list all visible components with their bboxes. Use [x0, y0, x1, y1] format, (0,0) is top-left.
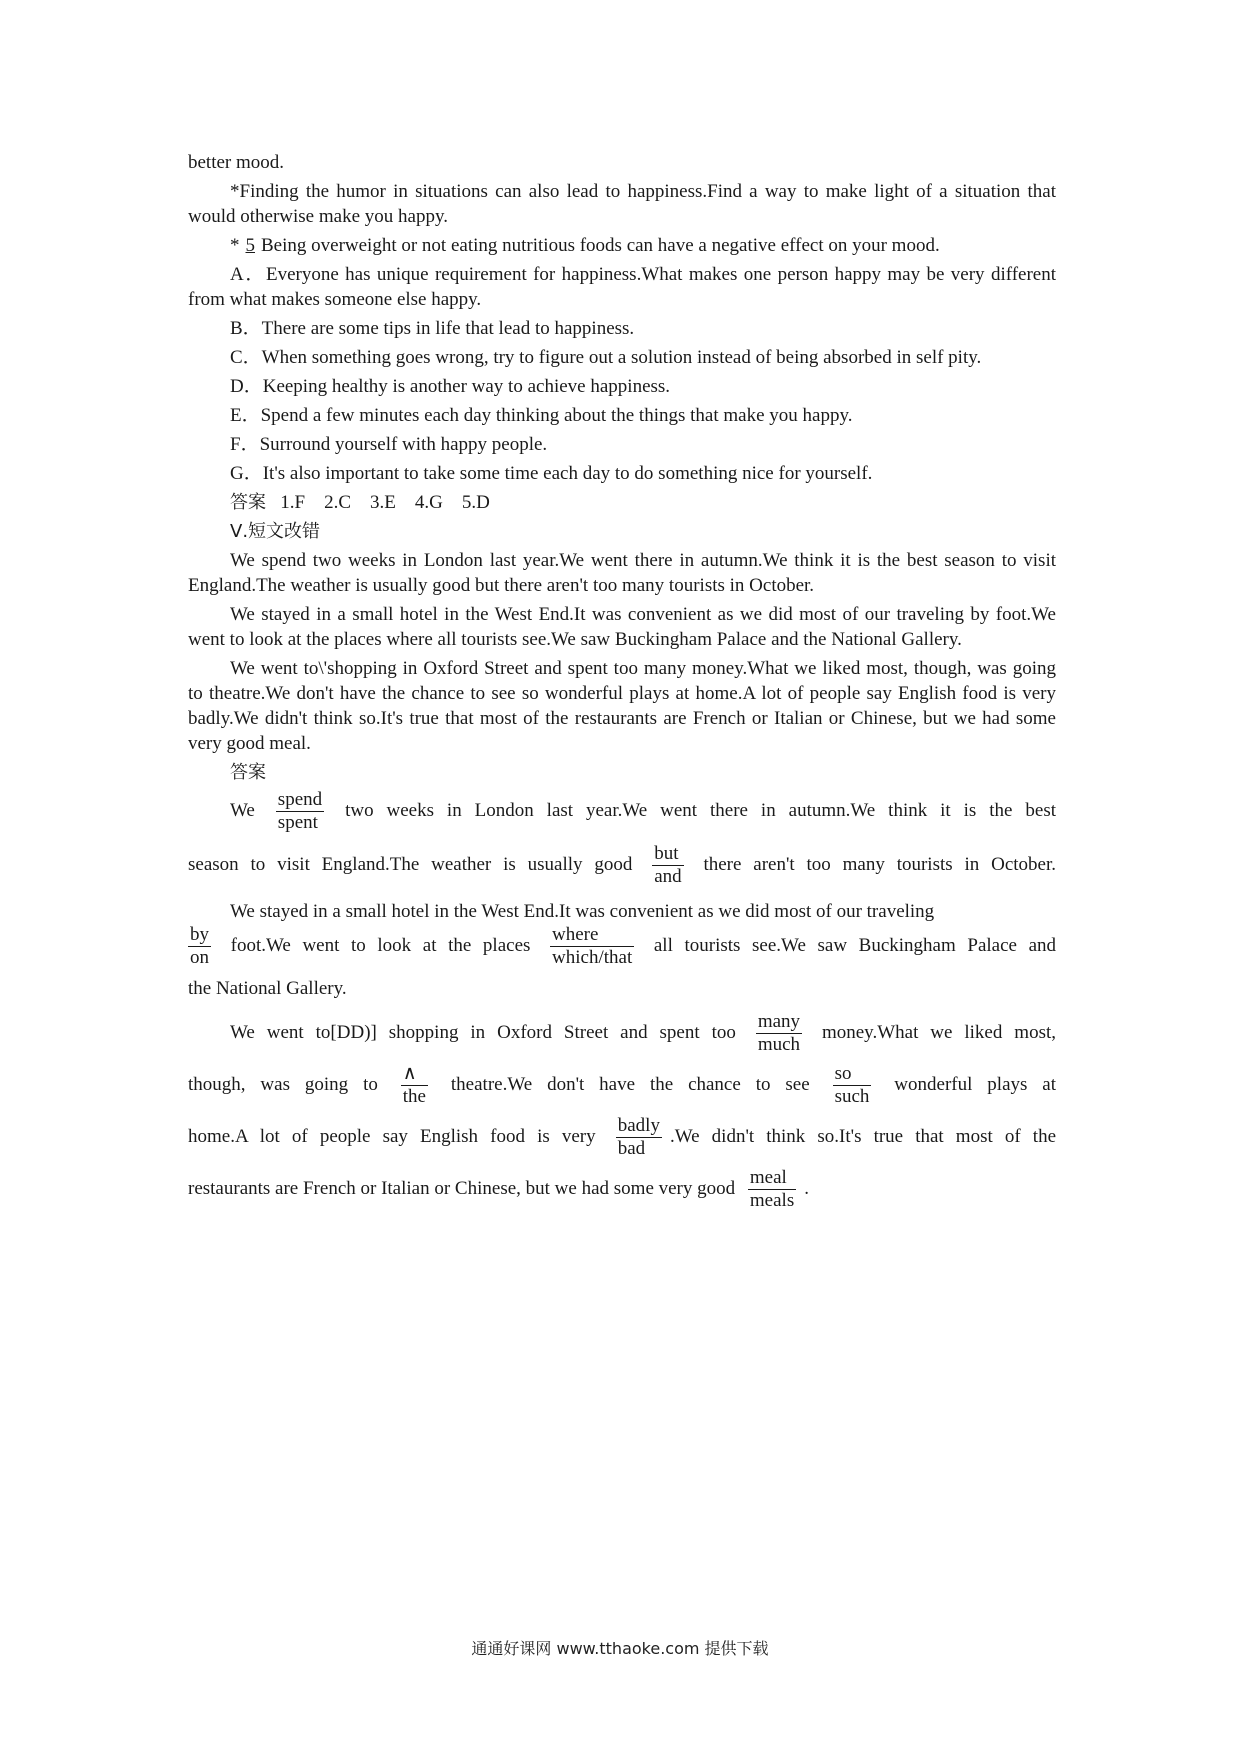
paragraph [188, 233, 1056, 258]
sentence: Being overweight or not eating nutritious foods can have a negative effect on your mood. [261, 235, 940, 256]
correction-line [188, 1115, 1056, 1167]
corrected-word: meals [749, 1190, 795, 1211]
correction-line [188, 924, 1056, 976]
corrected-word: bad [617, 1138, 646, 1159]
option-f: F．Surround yourself with happy people. [230, 434, 548, 455]
passage-paragraph-1: We spend two weeks in London last year.We went there in autumn.We think it is the best season to visit England.The weather is usually good but there aren't too many tourists in October. [188, 550, 1056, 596]
text-segment: two weeks in London last year.We went there in autumn.We think it is the best [345, 799, 1056, 821]
answer-key [188, 490, 1056, 515]
text-segment: though, was going to [188, 1073, 378, 1095]
text-segment: restaurants are French or Italian or Chinese, but we had some very good [188, 1177, 736, 1199]
correction-mark [616, 1115, 662, 1160]
correction-mark [748, 1167, 796, 1212]
text-segment: We went to[DD)] shopping in Oxford Street and spent too [230, 1021, 736, 1043]
option-e: E．Spend a few minutes each day thinking about the things that make you happy. [230, 405, 853, 426]
correction-mark [756, 1011, 802, 1056]
correction-line: We stayed in a small hotel in the West End.It was convenient as we did most of our traveling [230, 901, 935, 922]
option-g: G．It's also important to take some time each day to do something nice for yourself. [230, 463, 873, 484]
answer-values: 1.F 2.C 3.E 4.G 5.D [280, 492, 490, 513]
text-segment: .We didn't think so.It's true that most of the [669, 1125, 1057, 1147]
wrong-word: where [550, 924, 634, 947]
insert-mark: ∧ [401, 1063, 428, 1086]
paragraph: *Finding the humor in situations can also lead to happiness.Find a way to make light of a situation that would otherwise make you happy. [188, 181, 1056, 227]
correction-mark [550, 924, 634, 969]
text-line: better mood. [188, 152, 285, 173]
correction-line [188, 1167, 1056, 1219]
footer-watermark: 通通好课网 www.tthaoke.com 提供下载 [471, 1639, 769, 1658]
document-page [188, 150, 1056, 1219]
corrected-word: the [402, 1086, 426, 1107]
correction-mark [652, 843, 683, 888]
text-segment: there aren't too many tourists in October. [703, 853, 1056, 875]
correction-mark [401, 1063, 428, 1108]
text-segment: home.A lot of people say English food is very [188, 1125, 596, 1147]
text-segment: season to visit England.The weather is usually good [188, 853, 633, 875]
text-segment: We [230, 799, 255, 821]
correction-mark [188, 924, 211, 969]
section-heading: Ⅴ.短文改错 [230, 521, 321, 542]
correction-mark [833, 1063, 872, 1108]
answer-label: 答案 [230, 762, 266, 783]
corrected-word: such [834, 1086, 870, 1107]
answer-label: 答案 [230, 492, 266, 513]
correction-mark [276, 789, 324, 834]
corrected-word: which/that [552, 947, 633, 968]
corrected-word: and [654, 866, 682, 887]
option-b: B．There are some tips in life that lead to happiness. [230, 318, 635, 339]
wrong-word: badly [617, 1115, 660, 1136]
wrong-word: meal [748, 1167, 796, 1190]
wrong-word: so [833, 1063, 872, 1086]
answer-blank: 5 [245, 235, 255, 256]
corrected-word: much [757, 1034, 801, 1055]
wrong-word: many [757, 1011, 801, 1032]
wrong-word: by [190, 924, 209, 945]
text-segment: . [804, 1177, 809, 1199]
text-segment: wonderful plays at [894, 1073, 1057, 1095]
option-d: D．Keeping healthy is another way to achieve happiness. [230, 376, 671, 397]
option-a: A．Everyone has unique requirement for happiness.What makes one person happy may be very different from what makes someone else happy. [188, 264, 1056, 310]
bullet: * [230, 235, 240, 256]
option-c: C．When something goes wrong, try to figure out a solution instead of being absorbed in self pity. [230, 347, 982, 368]
text-segment: foot.We went to look at the places [230, 934, 531, 956]
correction-line [188, 789, 1056, 841]
corrected-word: on [190, 947, 209, 968]
wrong-word: but [652, 843, 683, 866]
text-segment: all tourists see.We saw Buckingham Palace and [653, 934, 1057, 956]
text-segment: theatre.We don't have the chance to see [450, 1073, 810, 1095]
wrong-word: spend [277, 789, 323, 810]
correction-line [188, 1063, 1056, 1115]
correction-line [188, 843, 1056, 895]
correction-line [188, 1011, 1056, 1063]
corrected-word: spent [277, 812, 318, 833]
passage-paragraph-3: We went to\'shopping in Oxford Street and spent too many money.What we liked most, though, was going to theatre.We don't have the chance to see so wonderful plays at home.A lot of people say English food is very badly.We didn't think so.It's true that most of the restaurants are French or Italian or Chinese, but we had some very good meal. [188, 658, 1056, 754]
passage-paragraph-2: We stayed in a small hotel in the West End.It was convenient as we did most of our traveling by foot.We went to look at the places where all tourists see.We saw Buckingham Palace and the National Gallery. [188, 604, 1056, 650]
correction-line: the National Gallery. [188, 978, 347, 999]
text-segment: money.What we liked most, [821, 1021, 1056, 1043]
